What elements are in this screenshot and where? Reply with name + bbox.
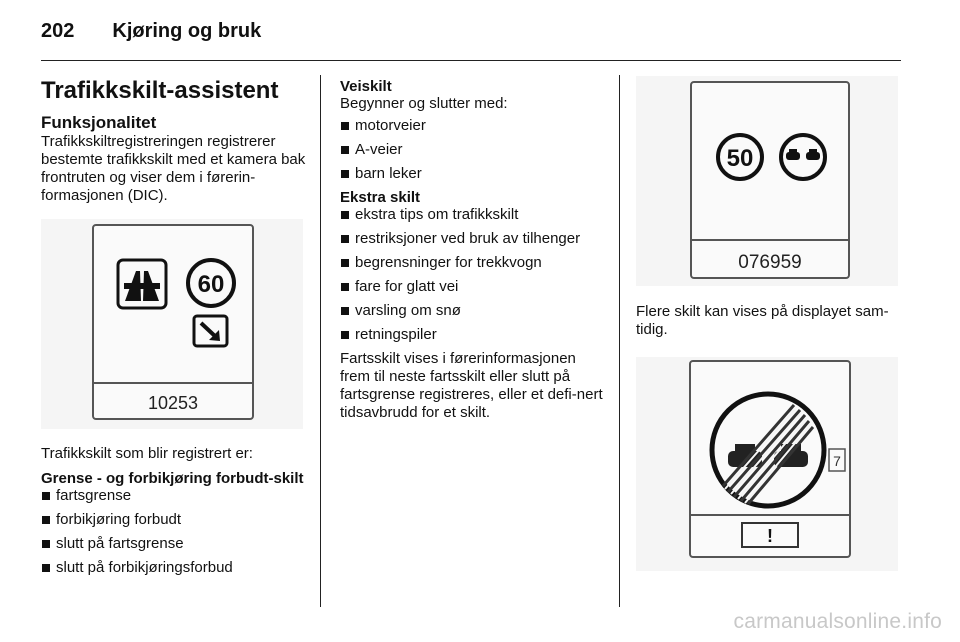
list-item: retningspiler [340,326,608,344]
list-item: slutt på forbikjøringsforbud [41,559,306,577]
list-item: varsling om snø [340,302,608,320]
road-signs-heading: Veiskilt [340,78,392,95]
column-3 [636,76,902,571]
multiple-signs-caption: Flere skilt kan vises på displayet sam-tidig. [636,303,889,338]
figure-1 [41,219,303,429]
main-heading: Trafikkskilt-assistent [41,77,279,104]
header-rule [41,60,901,61]
page-number: 202 [41,20,75,42]
dic-display-figure-2 [636,76,898,286]
list-item: begrensninger for trekkvogn [340,254,608,272]
figure-code: 076959 [738,252,802,273]
list-item: fartsgrense [41,487,306,505]
sign-list [41,487,306,577]
figure-3 [636,357,898,571]
list-item: fare for glatt vei [340,278,608,296]
column-2 [340,78,608,422]
figure-2 [636,76,898,286]
dic-display-figure-3 [636,357,898,571]
list-item: slutt på fartsgrense [41,535,306,553]
speed-limit-value: 60 [197,271,225,298]
column-divider-1 [320,75,321,607]
section-title: Kjøring og bruk [112,20,262,42]
column-1 [41,77,306,583]
page-header [41,20,261,43]
road-signs-intro: Begynner og slutter med: [340,95,508,112]
column-divider-2 [619,75,620,607]
speed-limit-value: 50 [726,145,754,172]
list-item: A-veier [340,141,608,159]
side-label: 7 [833,453,841,469]
list-heading: Grense - og forbikjøring forbudt-skilt [41,470,304,487]
road-signs-list [340,117,608,183]
list-item: motorveier [340,117,608,135]
speed-sign-paragraph: Fartsskilt vises i førerinformasjonen frem til neste fartsskilt eller slutt på fartsgrense registreres, eller et defi-nert tidsavbrudd for et skilt. [340,350,603,421]
list-item: forbikjøring forbudt [41,511,306,529]
list-item: ekstra tips om trafikkskilt [340,206,608,224]
extra-signs-list [340,206,608,344]
extra-signs-heading: Ekstra skilt [340,189,421,206]
dic-display-figure-1 [41,219,303,429]
list-item: barn leker [340,165,608,183]
watermark: carmanualsonline.info [733,610,942,633]
warning-label: ! [767,526,773,546]
list-item: restriksjoner ved bruk av tilhenger [340,230,608,248]
intro-paragraph: Trafikkskiltregistreringen registrerer bestemte trafikkskilt med et kamera bak frontruten og viser dem i førerin-formasjonen (DIC). [41,133,306,204]
subheading: Funksjonalitet [41,113,157,132]
figure-code: 10253 [147,393,199,413]
detected-signs-text: Trafikkskilt som blir registrert er: [41,445,253,462]
